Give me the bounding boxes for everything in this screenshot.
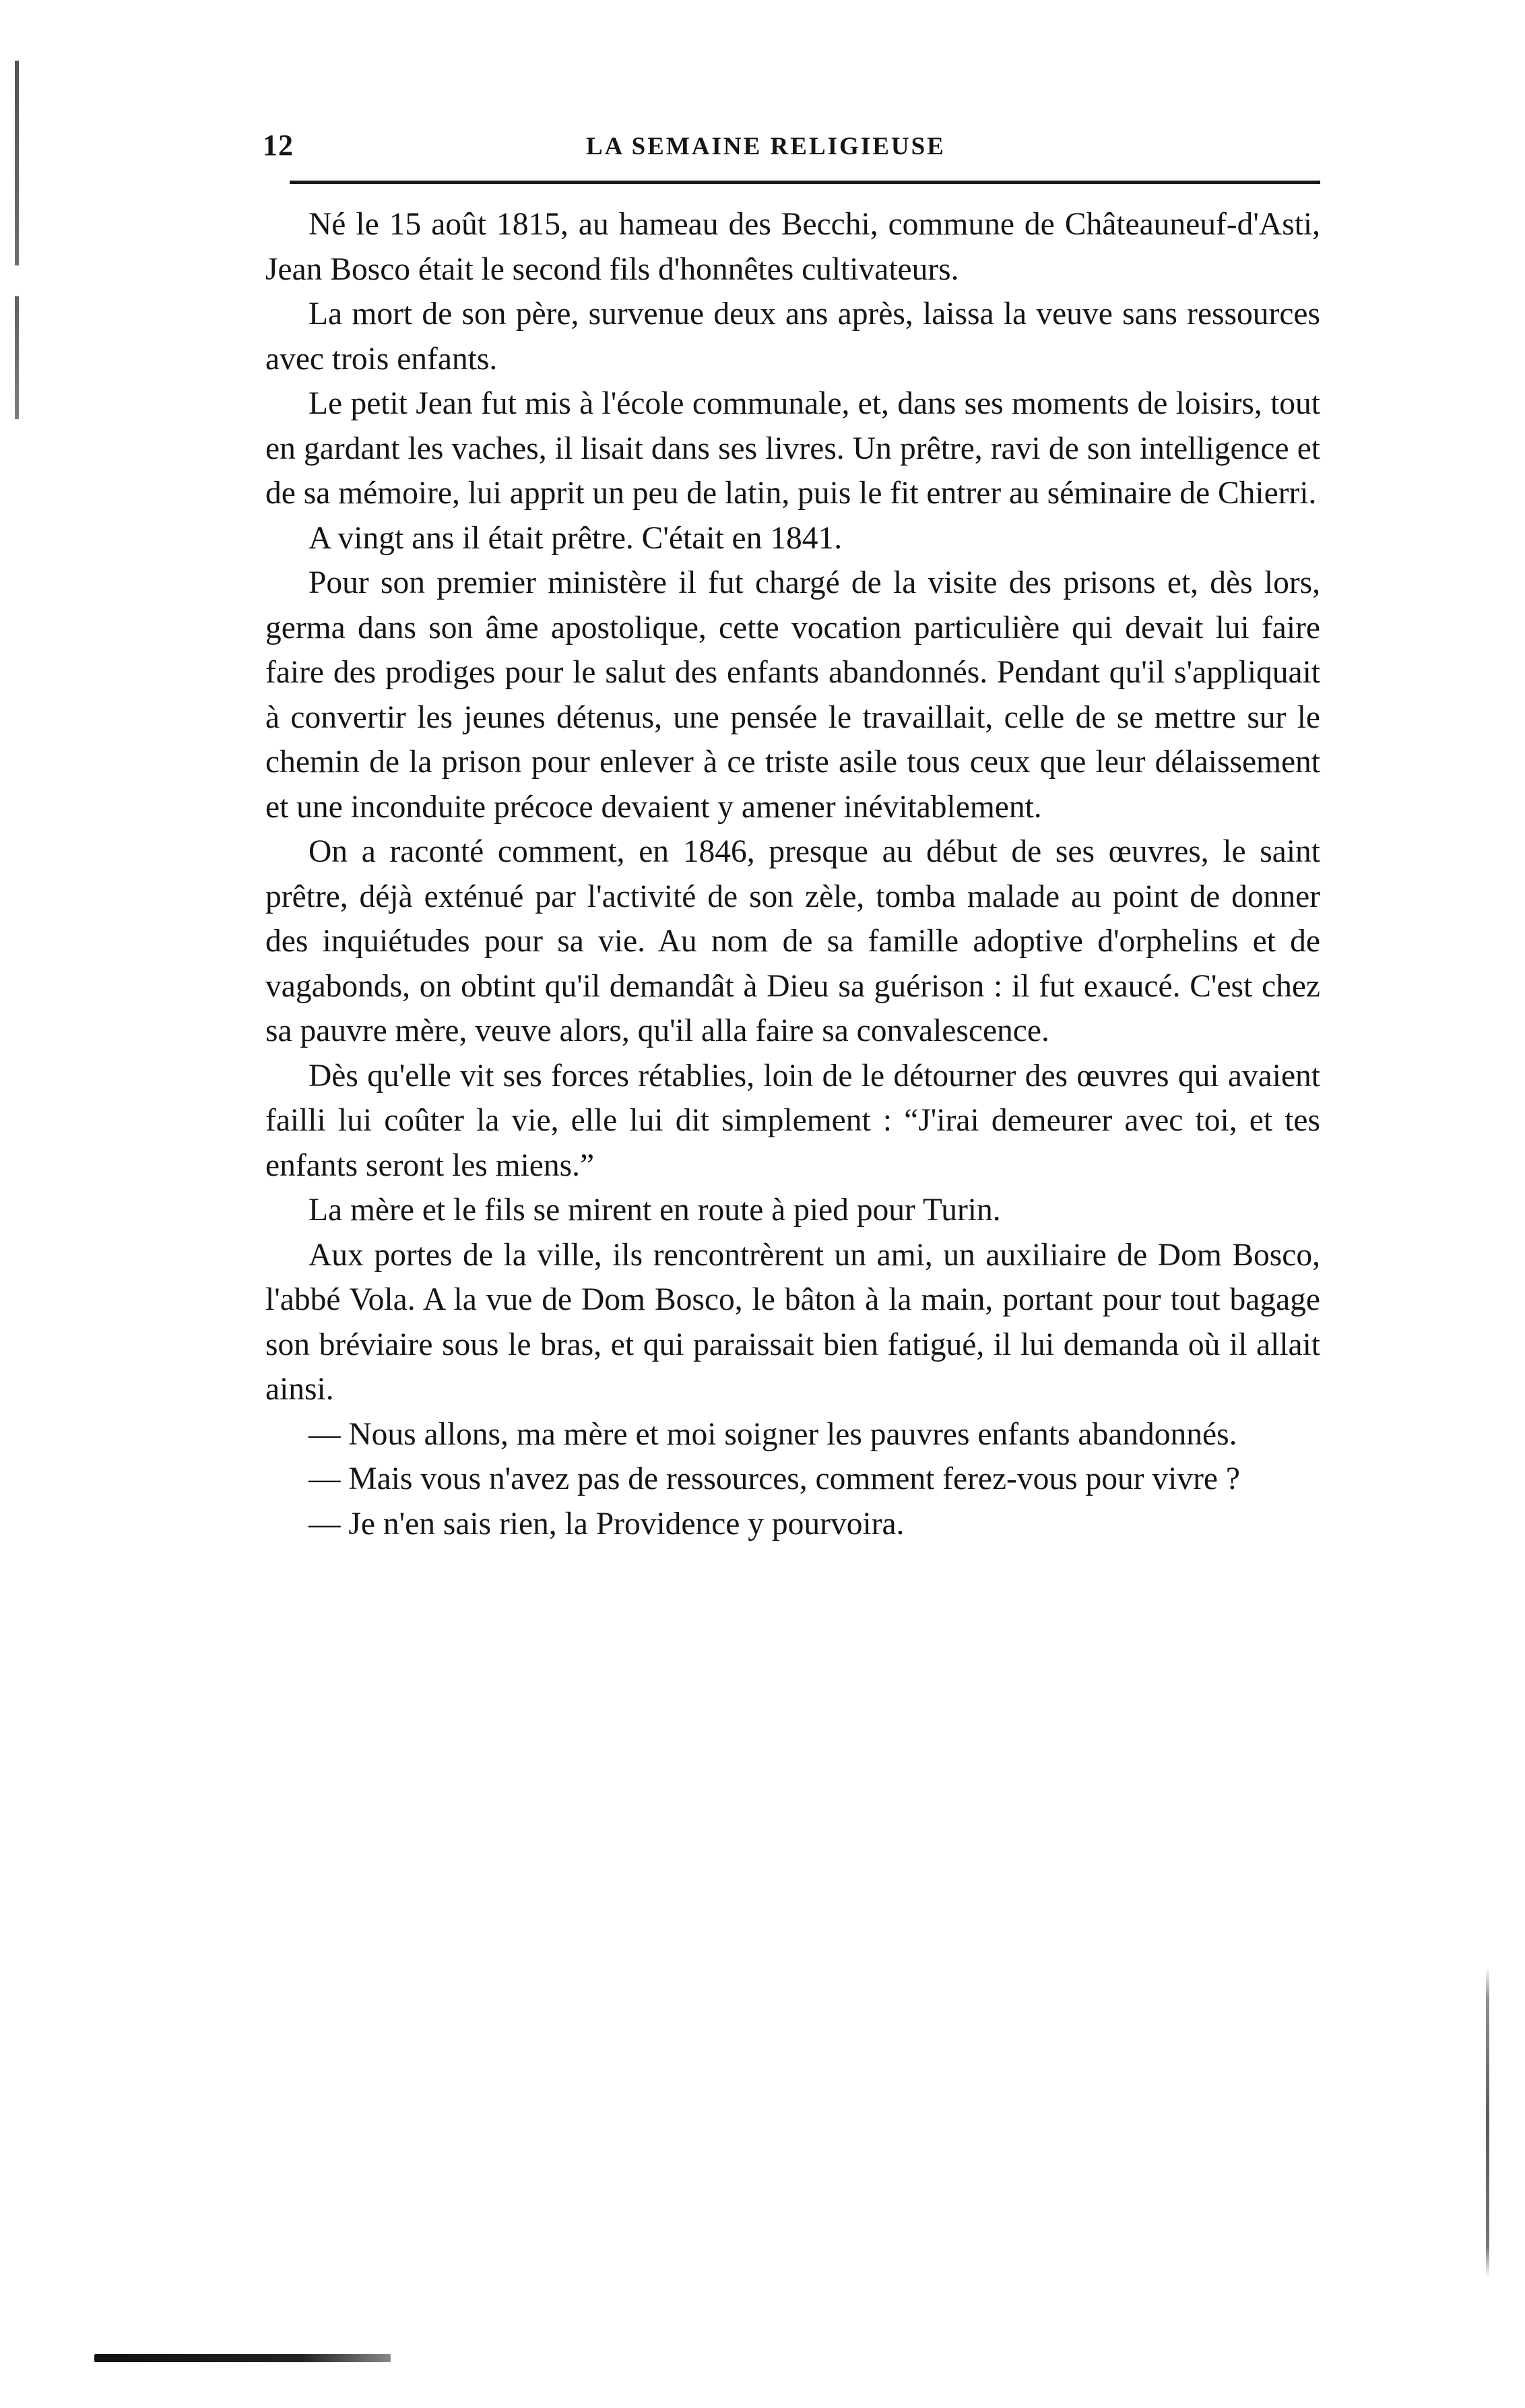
scan-artifact-bar	[94, 2354, 391, 2362]
paragraph: La mère et le fils se mirent en route à pied pour Turin.	[309, 1193, 1001, 1228]
paragraph: Pour son premier ministère il fut chargé de la visite des prisons et, dès lors, germa dans son âme apostolique, cette vocation particulière qui devait lui faire faire des prodiges pour le salut des enfants abandonnés. Pendant qu'il s'appliquait à convertir les jeunes détenus, une pensée le travaillait, celle de se mettre sur le chemin de la prison pour enlever à ce triste asile tous ceux que leur délaissement et une inconduite précoce devaient y amener inévitablement.	[265, 565, 1320, 825]
paragraph: On a raconté comment, en 1846, presque au début de ses œuvres, le saint prêtre, déjà exténué par l'activité de son zèle, tomba malade au point de donner des inquiétudes pour sa vie. Au nom de sa famille adoptive d'orphelins et de vagabonds, on obtint qu'il demandât à Dieu sa guérison : il fut exaucé. C'est chez sa pauvre mère, veuve alors, qu'il alla faire sa convalescence.	[265, 834, 1320, 1048]
dialogue-line: — Je n'en sais rien, la Providence y pourvoira.	[309, 1506, 905, 1542]
paragraph: Né le 15 août 1815, au hameau des Becchi, commune de Châteauneuf-d'Asti, Jean Bosco était le second fils d'honnêtes cultivateurs.	[265, 207, 1320, 287]
paragraph: Aux portes de la ville, ils rencontrèrent un ami, un auxiliaire de Dom Bosco, l'abbé Vola. A la vue de Dom Bosco, le bâton à la main, portant pour tout bagage son bréviaire sous le bras, et qui paraissait bien fatigué, il lui demanda où il allait ainsi.	[265, 1237, 1320, 1407]
paragraph: La mort de son père, survenue deux ans après, laissa la veuve sans ressources avec trois enfants.	[265, 296, 1320, 377]
scan-edge-mark	[1486, 1967, 1489, 2277]
page-header	[263, 128, 1313, 175]
dialogue-line: — Nous allons, ma mère et moi soigner les pauvres enfants abandonnés.	[309, 1416, 1237, 1452]
dialogue-line: — Mais vous n'avez pas de ressources, comment ferez-vous pour vivre ?	[309, 1461, 1240, 1496]
paragraph: Dès qu'elle vit ses forces rétablies, loin de le détourner des œuvres qui avaient failli lui coûter la vie, elle lui dit simplement : “J'irai demeurer avec toi, et tes enfants seront les miens.”	[265, 1058, 1320, 1183]
running-title: LA SEMAINE RELIGIEUSE	[586, 133, 946, 160]
scan-edge-mark	[15, 61, 19, 573]
header-rule	[290, 181, 1320, 184]
body-text	[265, 202, 1320, 1546]
paragraph: Le petit Jean fut mis à l'école communale, et, dans ses moments de loisirs, tout en gardant les vaches, il lisait dans ses livres. Un prêtre, ravi de son intelligence et de sa mémoire, lui apprit un peu de latin, puis le fit entrer au séminaire de Chierri.	[265, 386, 1320, 511]
page-number: 12	[263, 129, 294, 162]
paragraph: A vingt ans il était prêtre. C'était en 1841.	[309, 520, 843, 556]
